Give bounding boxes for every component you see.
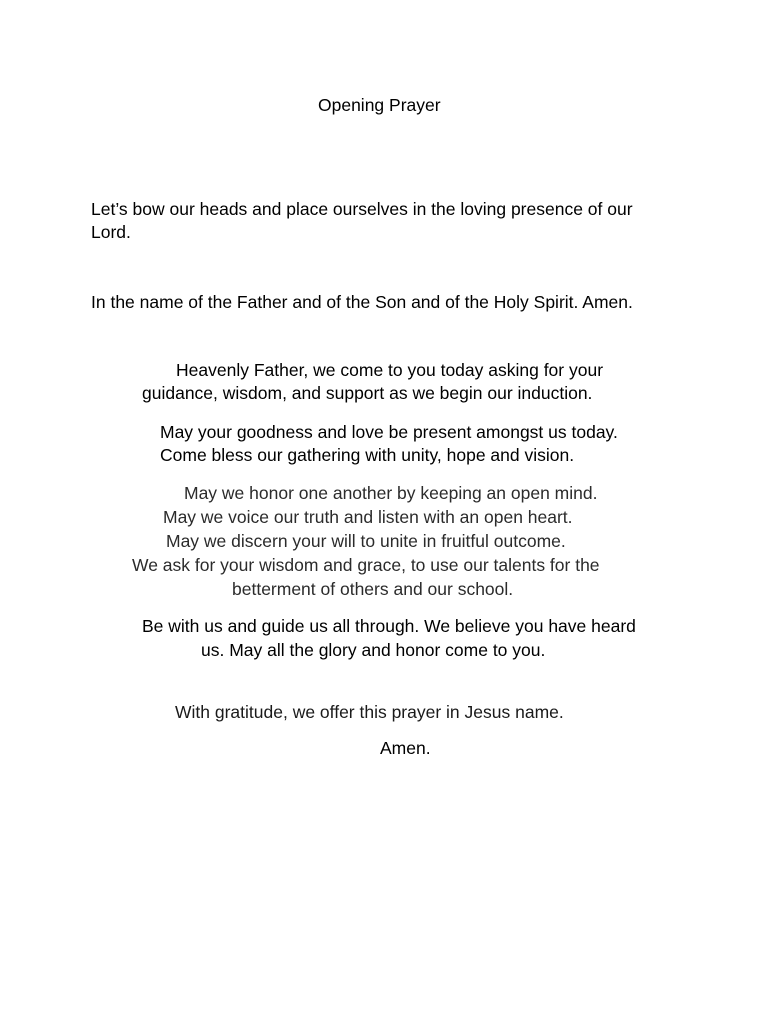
intro-line-2: Lord. [91,222,131,242]
paragraph3-line-1: May we honor one another by keeping an open mind. [184,483,598,503]
paragraph1-line-1: Heavenly Father, we come to you today asking for your [176,360,604,380]
paragraph4-line-2: us. May all the glory and honor come to you. [201,640,546,660]
paragraph2-line-1: May your goodness and love be present amongst us today. [160,422,618,442]
paragraph1-line-2: guidance, wisdom, and support as we begin our induction. [142,383,593,403]
paragraph4-line-1: Be with us and guide us all through. We believe you have heard [142,616,636,636]
amen-line: Amen. [380,738,431,758]
invocation-line: In the name of the Father and of the Son and of the Holy Spirit. Amen. [91,292,633,312]
intro-line-1: Let’s bow our heads and place ourselves in the loving presence of our [91,199,633,219]
closing-line: With gratitude, we offer this prayer in Jesus name. [175,702,564,722]
paragraph3-line-5: betterment of others and our school. [232,579,514,599]
paragraph2-line-2: Come bless our gathering with unity, hope and vision. [160,445,575,465]
page-title: Opening Prayer [318,95,441,115]
paragraph3-line-3: May we discern your will to unite in fruitful outcome. [166,531,566,551]
paragraph3-line-4: We ask for your wisdom and grace, to use our talents for the [132,555,600,575]
paragraph3-line-2: May we voice our truth and listen with an open heart. [163,507,573,527]
